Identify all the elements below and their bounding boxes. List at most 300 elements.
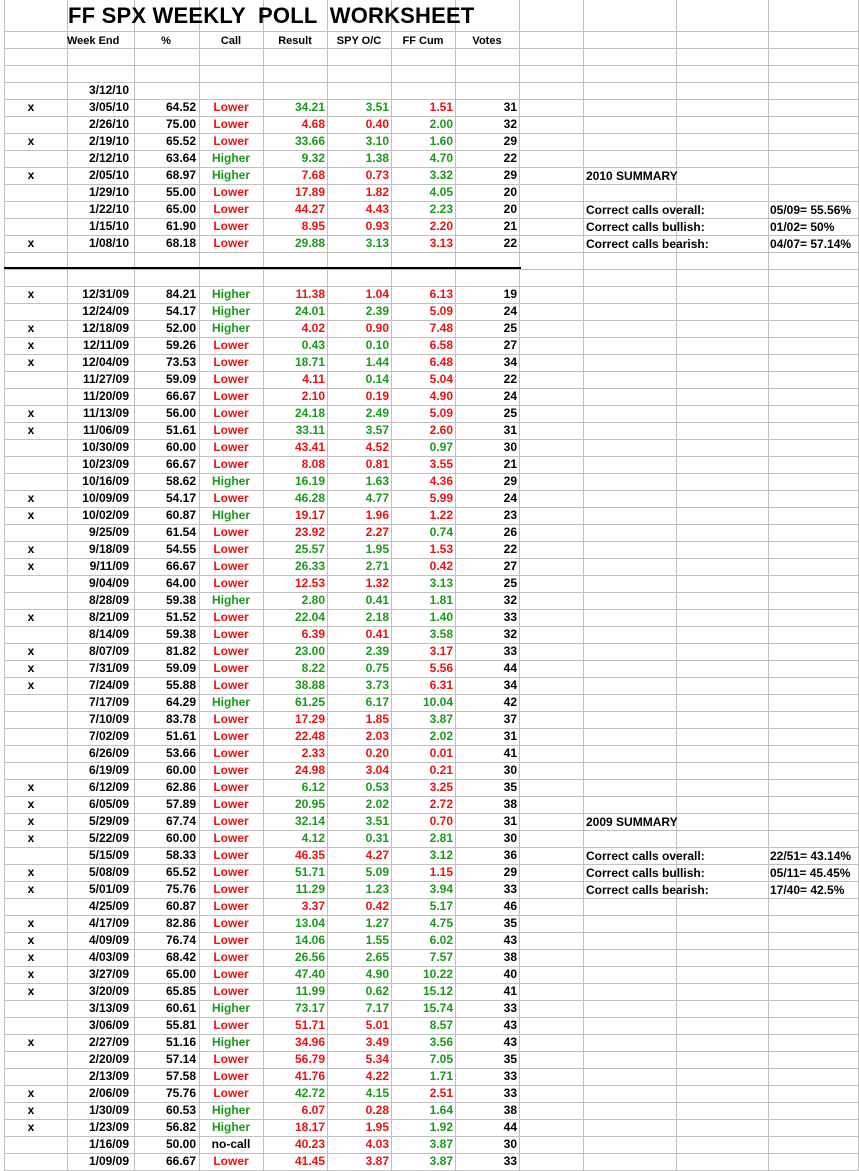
- flag-cell: [4, 745, 58, 762]
- spy-cell: 0.28: [365, 1103, 389, 1117]
- spy-cell: 0.73: [365, 168, 389, 182]
- call-cell: Lower: [213, 372, 249, 386]
- week-end-cell: 9/11/09: [89, 559, 129, 573]
- call-cell: Lower: [213, 899, 249, 913]
- spy-cell: 1.63: [365, 474, 389, 488]
- call-cell: Lower: [213, 967, 249, 981]
- week-end-cell: 10/16/09: [82, 474, 129, 488]
- votes-cell: 38: [503, 1103, 517, 1117]
- flag-cell: [4, 218, 58, 235]
- ff-cum-cell: 7.57: [429, 950, 453, 964]
- flag-cell: x: [27, 797, 35, 811]
- week-end-cell: 5/01/09: [88, 882, 129, 896]
- week-end-cell: 2/06/09: [88, 1086, 129, 1100]
- week-end-cell: 3/06/09: [88, 1018, 129, 1032]
- flag-cell: x: [27, 814, 35, 828]
- spy-cell: 0.19: [365, 389, 389, 403]
- call-cell: Lower: [213, 916, 249, 930]
- sheet-title: FF SPX WEEKLY POLL WORKSHEET: [68, 3, 475, 28]
- spy-cell: 2.71: [365, 559, 389, 573]
- ff-cum-cell: 6.48: [429, 355, 453, 369]
- week-end-cell: 11/06/09: [82, 423, 129, 437]
- ff-cum-cell: 1.40: [429, 610, 453, 624]
- spy-cell: 0.75: [365, 661, 389, 675]
- result-cell: 3.37: [301, 899, 325, 913]
- ff-cum-cell: 15.74: [422, 1001, 453, 1015]
- votes-cell: 42: [503, 695, 517, 709]
- ff-cum-cell: 7.05: [429, 1052, 453, 1066]
- ff-cum-cell: 3.87: [429, 1154, 453, 1168]
- ff-cum-cell: 4.05: [429, 185, 453, 199]
- result-cell: 25.57: [294, 542, 325, 556]
- flag-cell: [4, 371, 58, 388]
- spy-cell: 1.44: [365, 355, 389, 369]
- ff-cum-cell: 5.09: [429, 406, 453, 420]
- flag-cell: [4, 1153, 58, 1170]
- pct-cell: 56.00: [165, 406, 196, 420]
- week-end-cell: 12/04/09: [82, 355, 129, 369]
- call-cell: Lower: [213, 525, 249, 539]
- ff-cum-cell: 3.87: [429, 1137, 453, 1151]
- summary-2009-bearish-label: Correct calls bearish:: [586, 883, 709, 897]
- pct-cell: 60.87: [165, 508, 196, 522]
- result-cell: 23.92: [294, 525, 325, 539]
- votes-cell: 33: [503, 1154, 517, 1168]
- result-cell: 19.17: [294, 508, 325, 522]
- spy-cell: 3.49: [365, 1035, 389, 1049]
- flag-cell: [4, 184, 58, 201]
- call-cell: Lower: [213, 423, 249, 437]
- spy-cell: 1.38: [365, 151, 389, 165]
- votes-cell: 25: [503, 576, 517, 590]
- week-end-cell: 4/25/09: [88, 899, 129, 913]
- call-cell: Lower: [213, 338, 249, 352]
- votes-cell: 30: [503, 1137, 517, 1151]
- votes-cell: 32: [503, 117, 517, 131]
- votes-cell: 43: [503, 1018, 517, 1032]
- week-end-cell: 10/30/09: [82, 440, 129, 454]
- ff-cum-cell: 6.02: [429, 933, 453, 947]
- call-cell: Lower: [213, 933, 249, 947]
- call-cell: Lower: [213, 236, 249, 250]
- pct-cell: 66.67: [165, 559, 196, 573]
- pct-cell: 62.86: [165, 780, 196, 794]
- week-end-cell: 2/26/10: [88, 117, 129, 131]
- ff-cum-cell: 10.22: [422, 967, 453, 981]
- votes-cell: 43: [503, 933, 517, 947]
- spy-cell: 2.39: [365, 304, 389, 318]
- spy-cell: 2.18: [365, 610, 389, 624]
- spy-cell: 3.87: [365, 1154, 389, 1168]
- result-cell: 51.71: [294, 865, 325, 879]
- pct-cell: 59.38: [165, 593, 196, 607]
- week-end-cell: 2/13/09: [88, 1069, 129, 1083]
- summary-2009-bullish-label: Correct calls bullish:: [586, 866, 705, 880]
- pct-cell: 65.00: [165, 202, 196, 216]
- week-end-cell: 8/21/09: [88, 610, 129, 624]
- spy-cell: 0.10: [365, 338, 389, 352]
- ff-cum-cell: 2.51: [429, 1086, 453, 1100]
- pct-cell: 75.76: [165, 882, 196, 896]
- votes-cell: 36: [503, 848, 517, 862]
- header-call: Call: [220, 35, 242, 47]
- call-cell: Lower: [213, 406, 249, 420]
- section-divider: [4, 267, 521, 269]
- votes-cell: 25: [503, 321, 517, 335]
- votes-cell: 31: [503, 423, 517, 437]
- week-end-cell: 6/26/09: [88, 746, 129, 760]
- votes-cell: 21: [503, 457, 517, 471]
- call-cell: Lower: [213, 559, 249, 573]
- spy-cell: 0.53: [365, 780, 389, 794]
- flag-cell: [4, 728, 58, 745]
- votes-cell: 44: [503, 1120, 517, 1134]
- flag-cell: [4, 1068, 58, 1085]
- ff-cum-cell: 2.20: [429, 219, 453, 233]
- week-end-cell: 7/02/09: [88, 729, 129, 743]
- result-cell: 33.66: [294, 134, 325, 148]
- result-cell: 6.39: [301, 627, 325, 641]
- flag-cell: x: [27, 134, 35, 148]
- votes-cell: 38: [503, 950, 517, 964]
- call-cell: Lower: [213, 542, 249, 556]
- result-cell: 18.17: [294, 1120, 325, 1134]
- pct-cell: 59.38: [165, 627, 196, 641]
- call-cell: Lower: [213, 627, 249, 641]
- result-cell: 7.68: [301, 168, 325, 182]
- spy-cell: 0.41: [365, 593, 389, 607]
- votes-cell: 24: [503, 389, 517, 403]
- week-end-cell: 12/31/09: [82, 287, 129, 301]
- votes-cell: 35: [503, 1052, 517, 1066]
- spy-cell: 2.49: [365, 406, 389, 420]
- ff-cum-cell: 6.31: [429, 678, 453, 692]
- ff-cum-cell: 3.13: [429, 236, 453, 250]
- result-cell: 11.38: [295, 287, 325, 301]
- header-pct: %: [161, 35, 171, 47]
- ff-cum-cell: 4.75: [429, 916, 453, 930]
- result-cell: 24.18: [294, 406, 325, 420]
- spy-cell: 1.82: [365, 185, 389, 199]
- pct-cell: 53.66: [165, 746, 196, 760]
- spy-cell: 3.73: [365, 678, 389, 692]
- week-end-cell: 12/11/09: [82, 338, 129, 352]
- header-spy: SPY O/C: [336, 35, 382, 47]
- week-end-cell: 5/08/09: [88, 865, 129, 879]
- result-cell: 4.68: [301, 117, 325, 131]
- flag-cell: [4, 626, 58, 643]
- week-end-cell: 8/14/09: [88, 627, 129, 641]
- spy-cell: 1.23: [365, 882, 389, 896]
- week-end-cell: 4/09/09: [88, 933, 129, 947]
- call-cell: Lower: [213, 440, 249, 454]
- summary-2010-bearish-value: 04/07= 57.14%: [770, 237, 852, 251]
- votes-cell: 31: [503, 100, 517, 114]
- flag-cell: [4, 150, 58, 167]
- flag-cell: x: [27, 559, 35, 573]
- pct-cell: 81.82: [165, 644, 196, 658]
- ff-cum-cell: 2.72: [429, 797, 453, 811]
- week-end-cell: 10/23/09: [82, 457, 129, 471]
- call-cell: Higher: [211, 304, 250, 318]
- call-cell: Higher: [211, 168, 250, 182]
- result-cell: 11.29: [295, 882, 325, 896]
- flag-cell: x: [27, 508, 35, 522]
- spy-cell: 1.27: [365, 916, 389, 930]
- pct-cell: 64.52: [165, 100, 196, 114]
- ff-cum-cell: 5.56: [429, 661, 453, 675]
- ff-cum-cell: 3.13: [429, 576, 453, 590]
- ff-cum-cell: 0.21: [429, 763, 453, 777]
- top-date-cell: 3/12/10: [88, 83, 129, 97]
- votes-cell: 33: [503, 1069, 517, 1083]
- result-cell: 73.17: [294, 1001, 325, 1015]
- week-end-cell: 1/23/09: [88, 1120, 129, 1134]
- flag-cell: x: [27, 984, 35, 998]
- votes-cell: 37: [503, 712, 517, 726]
- votes-cell: 33: [503, 610, 517, 624]
- call-cell: Higher: [211, 593, 250, 607]
- pct-cell: 50.00: [165, 1137, 196, 1151]
- week-end-cell: 2/27/09: [88, 1035, 129, 1049]
- ff-cum-cell: 1.53: [429, 542, 453, 556]
- pct-cell: 57.89: [165, 797, 196, 811]
- ff-cum-cell: 0.74: [429, 525, 453, 539]
- flag-cell: x: [27, 1086, 35, 1100]
- spy-cell: 2.39: [365, 644, 389, 658]
- ff-cum-cell: 1.92: [429, 1120, 453, 1134]
- ff-cum-cell: 4.70: [429, 151, 453, 165]
- result-cell: 6.12: [301, 780, 325, 794]
- spy-cell: 7.17: [365, 1001, 389, 1015]
- result-cell: 26.33: [294, 559, 325, 573]
- spy-cell: 1.96: [365, 508, 389, 522]
- votes-cell: 29: [503, 865, 517, 879]
- week-end-cell: 2/20/09: [88, 1052, 129, 1066]
- pct-cell: 65.52: [165, 134, 196, 148]
- spy-cell: 6.17: [365, 695, 389, 709]
- summary-2009-bullish-value: 05/11= 45.45%: [770, 866, 851, 880]
- spy-cell: 1.32: [365, 576, 389, 590]
- call-cell: Lower: [213, 865, 249, 879]
- call-cell: Lower: [213, 457, 249, 471]
- result-cell: 20.95: [294, 797, 325, 811]
- ff-cum-cell: 1.15: [429, 865, 453, 879]
- votes-cell: 40: [503, 967, 517, 981]
- ff-cum-cell: 8.57: [429, 1018, 453, 1032]
- spy-cell: 4.27: [365, 848, 389, 862]
- week-end-cell: 9/25/09: [88, 525, 129, 539]
- spy-cell: 0.31: [365, 831, 389, 845]
- spy-cell: 0.62: [365, 984, 389, 998]
- pct-cell: 59.09: [165, 372, 196, 386]
- week-end-cell: 2/05/10: [88, 168, 129, 182]
- flag-cell: [4, 116, 58, 133]
- result-cell: 47.40: [294, 967, 325, 981]
- week-end-cell: 5/29/09: [88, 814, 129, 828]
- week-end-cell: 5/15/09: [88, 848, 129, 862]
- result-cell: 14.06: [294, 933, 325, 947]
- pct-cell: 83.78: [165, 712, 196, 726]
- votes-cell: 33: [503, 644, 517, 658]
- ff-cum-cell: 1.64: [429, 1103, 453, 1117]
- ff-cum-cell: 3.87: [429, 712, 453, 726]
- week-end-cell: 3/13/09: [88, 1001, 129, 1015]
- pct-cell: 51.16: [165, 1035, 196, 1049]
- call-cell: Lower: [213, 644, 249, 658]
- ff-cum-cell: 5.04: [429, 372, 453, 386]
- spy-cell: 0.14: [365, 372, 389, 386]
- pct-cell: 57.58: [165, 1069, 196, 1083]
- spy-cell: 0.41: [365, 627, 389, 641]
- ff-cum-cell: 1.51: [429, 100, 453, 114]
- week-end-cell: 6/12/09: [88, 780, 129, 794]
- votes-cell: 21: [503, 219, 517, 233]
- pct-cell: 55.00: [165, 185, 196, 199]
- call-cell: no-call: [211, 1137, 251, 1151]
- result-cell: 12.53: [294, 576, 325, 590]
- spy-cell: 1.04: [365, 287, 389, 301]
- flag-cell: x: [27, 661, 35, 675]
- ff-cum-cell: 7.48: [429, 321, 453, 335]
- flag-cell: [4, 1000, 58, 1017]
- week-end-cell: 3/05/10: [88, 100, 129, 114]
- week-end-cell: 11/20/09: [82, 389, 129, 403]
- ff-cum-cell: 3.56: [429, 1035, 453, 1049]
- result-cell: 24.98: [294, 763, 325, 777]
- week-end-cell: 12/18/09: [82, 321, 129, 335]
- flag-cell: x: [27, 406, 35, 420]
- call-cell: Lower: [213, 848, 249, 862]
- spy-cell: 5.01: [365, 1018, 389, 1032]
- ff-cum-cell: 2.00: [429, 117, 453, 131]
- votes-cell: 31: [503, 729, 517, 743]
- spy-cell: 3.57: [365, 423, 389, 437]
- spy-cell: 0.40: [365, 117, 389, 131]
- result-cell: 46.28: [294, 491, 325, 505]
- spy-cell: 2.02: [365, 797, 389, 811]
- result-cell: 33.11: [295, 423, 325, 437]
- week-end-cell: 3/20/09: [88, 984, 129, 998]
- ff-cum-cell: 2.60: [429, 423, 453, 437]
- flag-cell: [4, 303, 58, 320]
- week-end-cell: 12/24/09: [82, 304, 129, 318]
- call-cell: HIgher: [211, 508, 250, 522]
- call-cell: Lower: [213, 763, 249, 777]
- votes-cell: 24: [503, 304, 517, 318]
- flag-cell: x: [27, 644, 35, 658]
- week-end-cell: 1/22/10: [88, 202, 129, 216]
- call-cell: Lower: [213, 950, 249, 964]
- flag-cell: x: [27, 882, 35, 896]
- pct-cell: 64.29: [165, 695, 196, 709]
- flag-cell: x: [27, 950, 35, 964]
- pct-cell: 51.61: [165, 423, 196, 437]
- spy-cell: 1.85: [365, 712, 389, 726]
- flag-cell: x: [27, 831, 35, 845]
- summary-2009-overall-value: 22/51= 43.14%: [770, 849, 852, 863]
- ff-cum-cell: 15.12: [422, 984, 453, 998]
- flag-cell: x: [27, 610, 35, 624]
- votes-cell: 32: [503, 627, 517, 641]
- flag-cell: x: [27, 865, 35, 879]
- pct-cell: 73.53: [165, 355, 196, 369]
- pct-cell: 68.42: [165, 950, 196, 964]
- votes-cell: 24: [503, 491, 517, 505]
- votes-cell: 33: [503, 1086, 517, 1100]
- result-cell: 6.07: [301, 1103, 325, 1117]
- flag-cell: x: [27, 967, 35, 981]
- pct-cell: 68.97: [165, 168, 196, 182]
- votes-cell: 32: [503, 593, 517, 607]
- ff-cum-cell: 6.58: [429, 338, 453, 352]
- flag-cell: [4, 473, 58, 490]
- week-end-cell: 7/17/09: [88, 695, 129, 709]
- pct-cell: 65.52: [165, 865, 196, 879]
- ff-cum-cell: 3.17: [429, 644, 453, 658]
- call-cell: Lower: [213, 1154, 249, 1168]
- call-cell: Higher: [211, 1035, 250, 1049]
- call-cell: Higher: [211, 151, 250, 165]
- result-cell: 16.19: [294, 474, 325, 488]
- result-cell: 4.12: [301, 831, 325, 845]
- spy-cell: 2.27: [365, 525, 389, 539]
- result-cell: 29.88: [294, 236, 325, 250]
- ff-cum-cell: 1.71: [429, 1069, 453, 1083]
- ff-cum-cell: 0.97: [429, 440, 453, 454]
- pct-cell: 54.55: [165, 542, 196, 556]
- votes-cell: 29: [503, 134, 517, 148]
- result-cell: 44.27: [294, 202, 325, 216]
- week-end-cell: 5/22/09: [88, 831, 129, 845]
- result-cell: 11.99: [295, 984, 325, 998]
- pct-cell: 66.67: [165, 389, 196, 403]
- summary-2009-bearish-value: 17/40= 42.5%: [770, 883, 845, 897]
- week-end-cell: 8/07/09: [88, 644, 129, 658]
- week-end-cell: 4/03/09: [88, 950, 129, 964]
- summary-2009-overall-label: Correct calls overall:: [586, 849, 705, 863]
- ff-cum-cell: 3.55: [429, 457, 453, 471]
- result-cell: 2.33: [301, 746, 325, 760]
- call-cell: Lower: [213, 831, 249, 845]
- spy-cell: 4.15: [365, 1086, 389, 1100]
- call-cell: Higher: [211, 1120, 250, 1134]
- spy-cell: 0.42: [365, 899, 389, 913]
- flag-cell: [4, 1017, 58, 1034]
- call-cell: Lower: [213, 576, 249, 590]
- flag-cell: x: [27, 678, 35, 692]
- votes-cell: 46: [503, 899, 517, 913]
- call-cell: Higher: [211, 1103, 250, 1117]
- call-cell: Lower: [213, 134, 249, 148]
- pct-cell: 65.00: [165, 967, 196, 981]
- pct-cell: 60.00: [165, 440, 196, 454]
- spy-cell: 2.03: [365, 729, 389, 743]
- votes-cell: 20: [503, 202, 517, 216]
- result-cell: 51.71: [294, 1018, 325, 1032]
- result-cell: 8.95: [301, 219, 325, 233]
- pct-cell: 57.14: [165, 1052, 196, 1066]
- call-cell: Higher: [211, 321, 250, 335]
- ff-cum-cell: 0.42: [429, 559, 453, 573]
- ff-cum-cell: 3.25: [429, 780, 453, 794]
- pct-cell: 60.00: [165, 763, 196, 777]
- pct-cell: 58.33: [165, 848, 196, 862]
- spy-cell: 1.55: [365, 933, 389, 947]
- ff-cum-cell: 5.99: [429, 491, 453, 505]
- votes-cell: 38: [503, 797, 517, 811]
- result-cell: 34.96: [294, 1035, 325, 1049]
